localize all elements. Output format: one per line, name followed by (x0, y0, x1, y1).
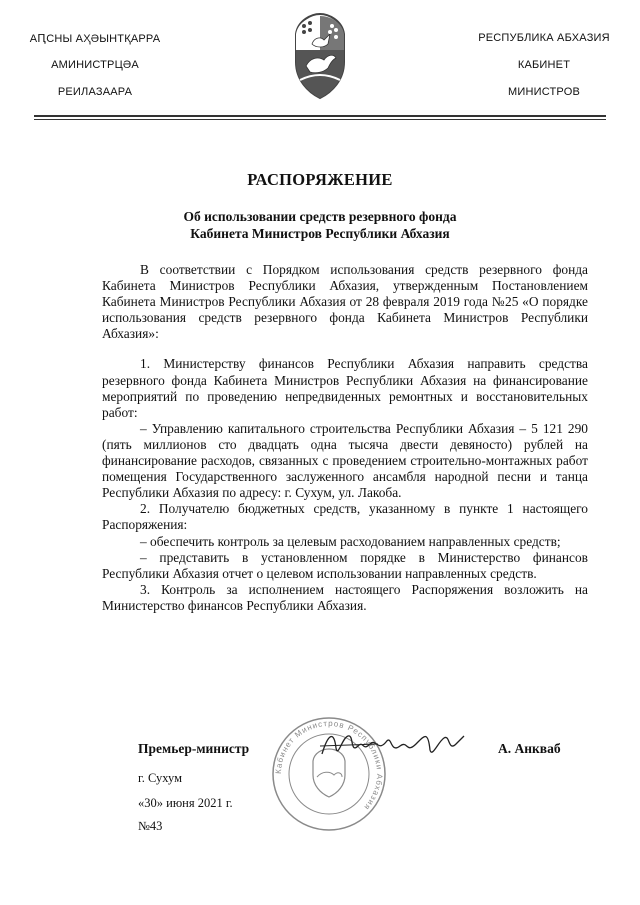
header-left-line-3: РЕИЛАЗААРА (57, 86, 133, 98)
abkhazia-emblem-icon (290, 10, 350, 100)
header-left-line-1: АԤСНЫ АҲӘЫНТҚАРРА (29, 33, 161, 45)
item-2-report: – представить в установленном порядке в Министерство финансов Республики Абхазия отчет о целевом использовании направленных средств. (102, 549, 588, 581)
header-left-line-2: АМИНИСТРЦӘА (51, 59, 139, 71)
document-subtitle (0, 208, 640, 242)
document-body (102, 262, 588, 614)
document-title: РАСПОРЯЖЕНИЕ (247, 170, 393, 189)
subtitle-line-2: Кабинета Министров Республики Абхазия (190, 226, 450, 241)
header-right-line-2: КАБИНЕТ (517, 59, 571, 71)
document-city: г. Сухум (138, 771, 183, 785)
svg-text:Кабинет Министров Республики А: Кабинет Министров Республики Абхазия (273, 718, 385, 813)
header-right-line-1: РЕСПУБЛИКА АБХАЗИЯ (478, 32, 610, 44)
preamble-paragraph: В соответствии с Порядком использования средств резервного фонда Кабинета Министров Республики Абхазия, утвержденным Постановлением Кабинета Министров Республики Абхазия от 28 февраля 2019 года №25 «О порядке использования средств резервного фонда Кабинета Министров Республики Абхазия»: (102, 262, 588, 342)
item-3-paragraph: 3. Контроль за исполнением настоящего Распоряжения возложить на Министерство финансов Республики Абхазия. (102, 581, 588, 613)
handwritten-signature-icon (318, 724, 468, 764)
item-2-control: – обеспечить контроль за целевым расходованием направленных средств; (140, 533, 561, 549)
signatory-title: Премьер-министр (138, 741, 250, 756)
item-1-paragraph: 1. Министерству финансов Республики Абхазия направить средства резервного фонда Кабинета Министров Республики Абхазия на финансирование мероприятий по проведению непредвиденных ремонтных и восстановительных работ: (102, 356, 588, 420)
header-divider-thick (34, 115, 606, 117)
item-1-allocation: – Управлению капитального строительства Республики Абхазия – 5 121 290 (пять миллионов сто двадцать одна тысяча двести девяносто) рублей на финансирование расходов, связанных с проведением строительно-монтажных работ помещения Государственного заслуженного ансамбля народной песни и танца Республики Абхазия по адресу: г. Сухум, ул. Лакоба. (102, 420, 588, 501)
document-number: №43 (138, 819, 163, 833)
subtitle-line-1: Об использовании средств резервного фонда (183, 209, 457, 224)
signatory-name: А. Анкваб (498, 741, 561, 756)
document-date: «30» июня 2021 г. (138, 796, 233, 810)
header-right-line-3: МИНИСТРОВ (507, 86, 580, 98)
item-2-paragraph: 2. Получателю бюджетных средств, указанному в пункте 1 настоящего Распоряжения: (102, 501, 588, 533)
header-divider-thin (34, 119, 606, 120)
